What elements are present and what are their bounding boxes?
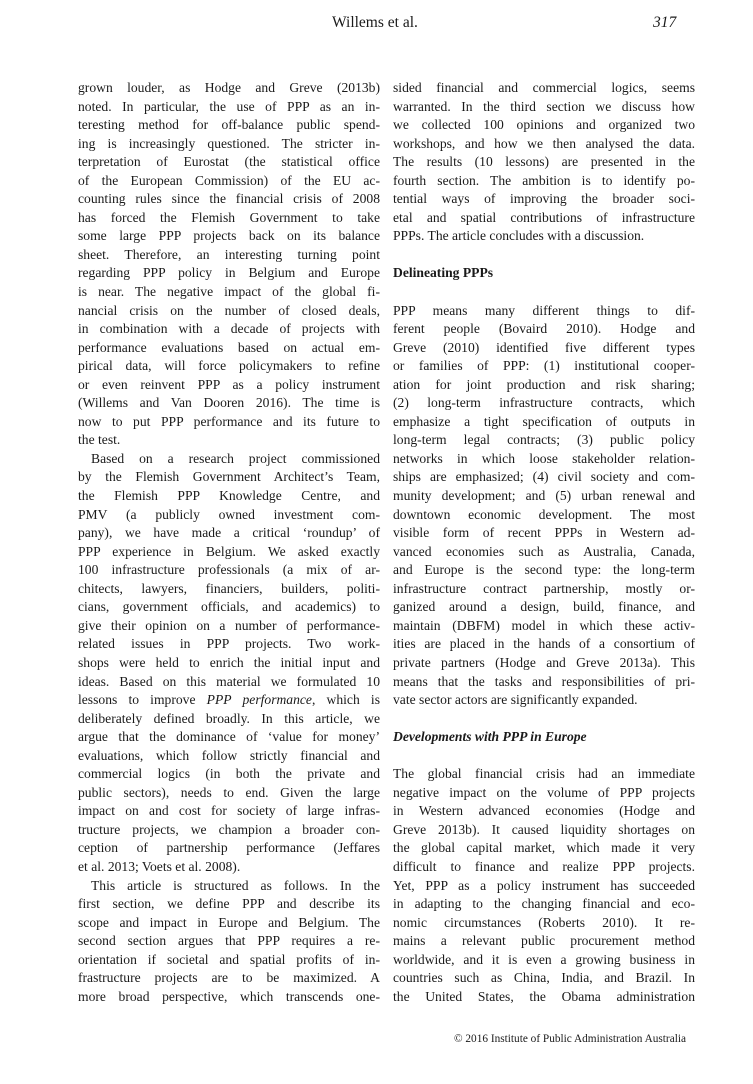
text-line: ganized around a design, build, finance, and <box>393 599 695 615</box>
text-line: PPPs. The article concludes with a discussion. <box>393 228 645 244</box>
text-line: Based on a research project commissioned <box>91 450 380 466</box>
text-line: chitects, lawyers, financiers, builders, politi- <box>78 580 380 596</box>
text-line: orientation if societal and spatial profits of in- <box>78 951 380 967</box>
text-line: grown louder, as Hodge and Greve (2013b) <box>78 80 380 95</box>
text-line: pany), we have made a critical ‘roundup’ of <box>78 525 380 541</box>
text-line: in adapting to the changing financial and eco- <box>393 896 695 912</box>
text-line: (Willems and Van Dooren 2016). The time is <box>78 395 380 411</box>
text-line: negative impact on the volume of PPP projects <box>393 784 695 800</box>
text-line: ships are emphasized; (4) civil society and com- <box>393 469 695 485</box>
text-line: private partners (Hodge and Greve 2013a). This <box>393 654 695 670</box>
text-line: shops were held to enrich the initial input and <box>78 654 380 670</box>
text-line: argue that the dominance of ‘value for money’ <box>78 729 380 745</box>
text-line: frastructure projects are to be maximized. A <box>78 970 380 986</box>
text-line: in combination with a decade of projects with <box>78 321 380 337</box>
text-line: and Europe is the second type: the long-term <box>393 562 695 578</box>
running-head <box>0 14 753 36</box>
text-line: difficult to finance and realize PPP projects. <box>393 858 695 874</box>
text-line: Greve 2013b). It caused liquidity shortages on <box>393 821 695 837</box>
spacer <box>393 246 695 265</box>
text-line: pirical data, will force policymakers to refine <box>78 358 380 374</box>
text-line: first section, we define PPP and describe its <box>78 896 380 912</box>
text-line: etal and spatial contributions of infrastructure <box>393 209 695 225</box>
text-line: The results (10 lessons) are presented in the <box>393 154 695 170</box>
text-line: warranted. In the third section we discuss how <box>393 98 695 114</box>
text-line: et al. 2013; Voets et al. 2008). <box>78 858 241 874</box>
spacer <box>393 710 695 729</box>
text-line: of the European Commission) of the EU ac- <box>78 172 380 188</box>
text-line: This article is structured as follows. In the <box>91 877 380 893</box>
text-segment: , which is <box>311 692 380 708</box>
text-line: PPP means many different things to dif- <box>393 302 695 318</box>
text-line: or families of PPP: (1) institutional cooper- <box>393 358 695 374</box>
left-column <box>78 79 380 1006</box>
text-line: related issues in PPP projects. Two work- <box>78 636 380 652</box>
text-line: fourth section. The ambition is to identify po- <box>393 172 695 188</box>
text-line: Yet, PPP as a policy instrument has succeeded <box>393 877 695 893</box>
text-line: ities are placed in the hands of a consortium of <box>393 636 695 652</box>
text-line: tructure projects, we champion a broader con- <box>78 821 380 837</box>
text-line: Greve (2010) identified five different types <box>393 339 695 355</box>
text-line: second section argues that PPP requires a re- <box>78 933 380 949</box>
copyright-footer: © 2016 Institute of Public Administration Australia <box>454 1033 686 1045</box>
text-line: infrastructure contract partnership, mostly or- <box>393 580 695 596</box>
text-line: in Western advanced economies (Hodge and <box>393 803 695 819</box>
text-line: sided financial and commercial logics, seems <box>393 80 695 95</box>
text-line: networks in which loose stakeholder relation- <box>393 450 695 466</box>
text-line: terpretation of Eurostat (the statistical office <box>78 154 380 170</box>
text-line: downtown economic development. The most <box>393 506 695 522</box>
text-line: tential ways of improving the broader soci- <box>393 191 695 207</box>
text-line: has forced the Flemish Government to take <box>78 209 380 225</box>
text-line: mains a relevant public procurement method <box>393 933 695 949</box>
text-line: vate sector actors are significantly expanded. <box>393 692 638 708</box>
text-line: public sectors), needs to end. Given the large <box>78 784 380 800</box>
text-line: deliberately defined broadly. In this article, we <box>78 710 380 726</box>
text-line: regarding PPP policy in Belgium and Europe <box>78 265 380 281</box>
text-line: evaluations, which follow strictly financial and <box>78 747 380 763</box>
text-line: visible form of recent PPPs in Western ad- <box>393 525 695 541</box>
text-line: worldwide, and it is even a growing business in <box>393 951 695 967</box>
text-line: PPP experience in Belgium. We asked exactly <box>78 543 380 559</box>
emphasis-ppp-performance: PPP performance <box>206 692 312 708</box>
text-line: means that the tasks and responsibilities of pri- <box>393 673 695 689</box>
spacer <box>393 283 695 302</box>
text-line: impact on and cost for society of large infras- <box>78 803 380 819</box>
text-line: countries such as China, India, and Brazil. In <box>393 970 695 986</box>
page-number: 317 <box>653 14 677 31</box>
text-line: some large PPP projects back on its balance <box>78 228 380 244</box>
text-line: the test. <box>78 432 121 448</box>
text-line: nomic circumstances (Roberts 2010). It re- <box>393 914 695 930</box>
text-line: ception of partnership performance (Jeffares <box>78 840 380 856</box>
text-line: by the Flemish Government Architect’s Team, <box>78 469 380 485</box>
text-line: ferent people (Bovaird 2010). Hodge and <box>393 321 695 337</box>
section-heading-developments-europe: Developments with PPP in Europe <box>393 729 587 745</box>
running-head-authors: Willems et al. <box>332 14 418 31</box>
text-line: teresting method for off-balance public spend- <box>78 117 380 133</box>
text-line: we collected 100 opinions and organized two <box>393 117 695 133</box>
text-line: counting rules since the financial crisis of 2008 <box>78 191 380 207</box>
text-line: emphasize a tight specification of outputs in <box>393 413 695 429</box>
text-line: maintain (DBFM) model in which these activ- <box>393 617 695 633</box>
spacer <box>393 747 695 766</box>
text-line: performance evaluations based on actual em- <box>78 339 380 355</box>
text-line: the Flemish PPP Knowledge Centre, and <box>78 488 380 504</box>
text-line: sheet. Therefore, an interesting turning point <box>78 246 380 262</box>
text-line: commercial logics (in both the private and <box>78 766 380 782</box>
text-line: the global capital market, which made it very <box>393 840 695 856</box>
text-line: PMV (a publicly owned investment com- <box>78 506 380 522</box>
text-line: is near. The negative impact of the global fi- <box>78 284 380 300</box>
text-line: munity development; and (5) urban renewal and <box>393 488 695 504</box>
text-line: 100 infrastructure professionals (a mix of ar- <box>78 562 380 578</box>
text-line: now to put PPP performance and its future to <box>78 413 380 429</box>
right-column <box>393 79 695 1006</box>
text-line: ation for joint production and risk sharing; <box>393 376 695 392</box>
text-line: ideas. Based on this material we formulated 10 <box>78 673 380 689</box>
text-line: nancial crisis on the number of closed deals, <box>78 302 380 318</box>
text-line-with-emphasis <box>78 691 380 710</box>
text-segment: lessons to improve <box>78 692 207 708</box>
text-line: vanced economies such as Australia, Canada, <box>393 543 695 559</box>
text-line: long-term legal contracts; (3) public policy <box>393 432 695 448</box>
text-line: scope and impact in Europe and Belgium. The <box>78 914 380 930</box>
text-line: the United States, the Obama administration <box>393 988 695 1004</box>
text-line: give their opinion on a number of performance- <box>78 617 380 633</box>
text-line: cians, government officials, and academics) to <box>78 599 380 615</box>
text-line: workshops, and how we then analysed the data. <box>393 135 695 151</box>
section-heading-delineating-ppps: Delineating PPPs <box>393 265 494 281</box>
text-line: The global financial crisis had an immediate <box>393 766 695 782</box>
text-line: more broad perspective, which transcends one- <box>78 988 380 1004</box>
text-line: or even reinvent PPP as a policy instrument <box>78 376 380 392</box>
text-line: (2) long-term infrastructure contracts, which <box>393 395 695 411</box>
text-line: ing is increasingly questioned. The stricter in- <box>78 135 380 151</box>
text-line: noted. In particular, the use of PPP as an in- <box>78 98 380 114</box>
